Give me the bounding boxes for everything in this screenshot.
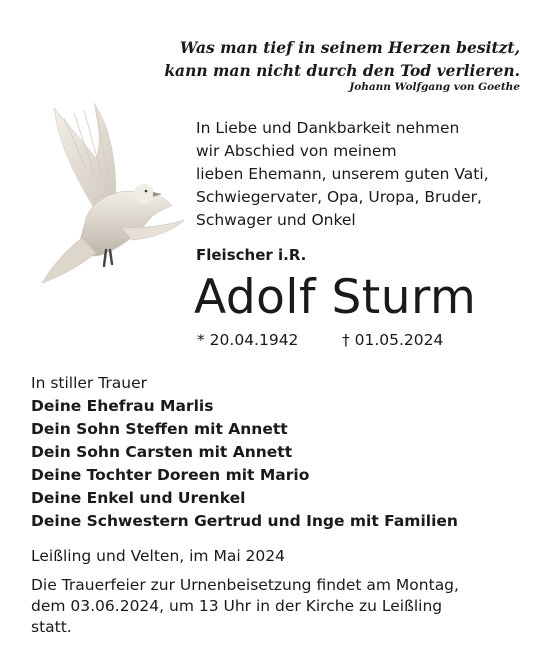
mourner: Dein Sohn Steffen mit Annett	[31, 420, 288, 438]
intro-text	[196, 117, 536, 232]
deceased-profession: Fleischer i.R.	[196, 246, 307, 264]
mourner: Deine Schwestern Gertrud und Inge mit Familien	[31, 512, 458, 530]
dove-icon	[24, 88, 189, 288]
quote	[140, 36, 520, 82]
intro-line: Schwiegervater, Opa, Uropa, Bruder,	[196, 188, 482, 206]
birth-date: * 20.04.1942	[197, 331, 299, 349]
service-line: Die Trauerfeier zur Urnenbeisetzung findet am Montag,	[31, 576, 459, 594]
mourner: Dein Sohn Carsten mit Annett	[31, 443, 293, 461]
mourners-lead: In stiller Trauer	[31, 374, 148, 392]
death-date: † 01.05.2024	[341, 331, 444, 349]
place-date: Leißling und Velten, im Mai 2024	[31, 547, 286, 565]
service-line: dem 03.06.2024, um 13 Uhr in der Kirche zu Leißling	[31, 597, 443, 615]
mourner: Deine Ehefrau Marlis	[31, 397, 214, 415]
intro-line: Schwager und Onkel	[196, 211, 356, 229]
intro-line: lieben Ehemann, unserem guten Vati,	[196, 165, 489, 183]
quote-author: Johann Wolfgang von Goethe	[349, 81, 520, 93]
quote-line: Was man tief in seinem Herzen besitzt,	[179, 38, 520, 57]
service-line: statt.	[31, 618, 72, 636]
quote-line: kann man nicht durch den Tod verlieren.	[164, 61, 520, 80]
mourner: Deine Enkel und Urenkel	[31, 489, 246, 507]
deceased-name: Adolf Sturm	[194, 270, 477, 325]
funeral-service-info	[31, 575, 511, 638]
mourners-list	[31, 372, 531, 533]
intro-line: wir Abschied von meinem	[196, 142, 397, 160]
life-dates	[197, 331, 497, 349]
intro-line: In Liebe und Dankbarkeit nehmen	[196, 119, 460, 137]
mourner: Deine Tochter Doreen mit Mario	[31, 466, 310, 484]
